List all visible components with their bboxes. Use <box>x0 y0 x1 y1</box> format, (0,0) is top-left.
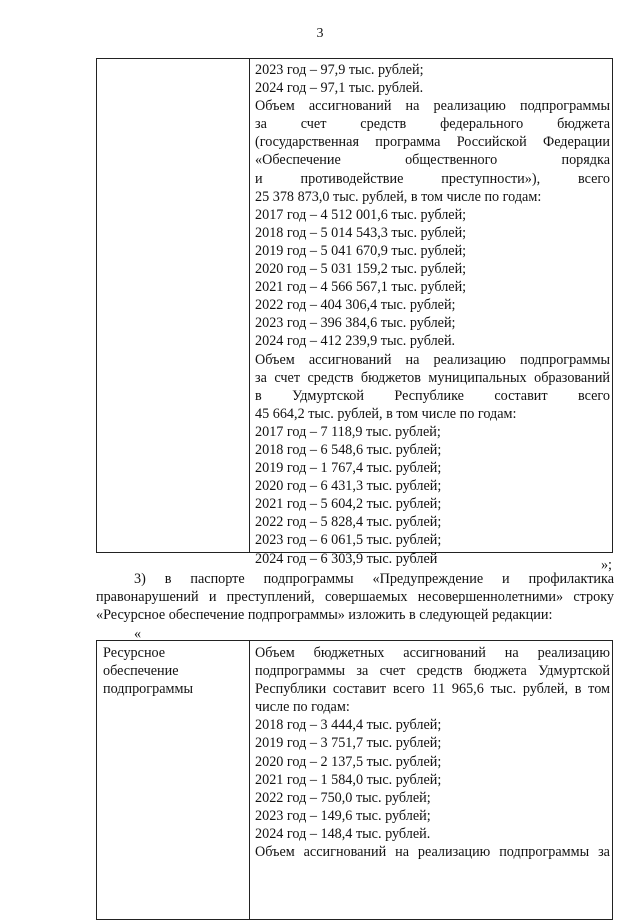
column-divider <box>249 641 250 919</box>
text-line: 2019 год – 3 751,7 тыс. рублей; <box>255 735 442 752</box>
text-line: подпрограммы <box>103 681 193 698</box>
text-line: 2019 год – 1 767,4 тыс. рублей; <box>255 460 442 477</box>
text-line: Объем ассигнований на реализацию подпрограммы за <box>255 844 610 861</box>
text-line: 2022 год – 750,0 тыс. рублей; <box>255 789 431 806</box>
text-line: 2020 год – 6 431,3 тыс. рублей; <box>255 478 442 495</box>
text-line: и противодействие преступности»), всего <box>255 170 610 187</box>
closing-quote: »; <box>600 557 612 573</box>
resources-text-cell <box>255 61 610 568</box>
text-line: числе по годам: <box>255 699 350 716</box>
text-line: 2021 год – 4 566 567,1 тыс. рублей; <box>255 279 467 296</box>
text-line: «Обеспечение общественного порядка <box>255 152 610 169</box>
text-line: 2022 год – 404 306,4 тыс. рублей; <box>255 297 456 314</box>
text-line: 2023 год – 97,9 тыс. рублей; <box>255 62 424 78</box>
text-line: 25 378 873,0 тыс. рублей, в том числе по годам: <box>255 188 542 205</box>
text-line: 2024 год – 148,4 тыс. рублей. <box>255 825 431 842</box>
text-line: 2021 год – 1 584,0 тыс. рублей; <box>255 771 442 788</box>
table-resources-continued <box>96 58 613 567</box>
text-line: за счет средств бюджетов муниципальных образований <box>255 369 610 386</box>
text-line: «Ресурсное обеспечение подпрограммы» изложить в следующей редакции: <box>96 607 553 624</box>
text-line: за счет средств федерального бюджета <box>255 116 610 133</box>
text-line: обеспечение <box>103 663 179 680</box>
text-line: 2021 год – 5 604,2 тыс. рублей; <box>255 496 442 513</box>
text-line: 2019 год – 5 041 670,9 тыс. рублей; <box>255 242 467 259</box>
text-line: правонарушений и преступлений, совершаемых несовершеннолетними» строку <box>96 589 614 606</box>
text-line: Ресурсное <box>103 645 166 661</box>
column-divider <box>249 59 250 552</box>
text-line: 2024 год – 412 239,9 тыс. рублей. <box>255 333 456 350</box>
row-label-cell <box>103 644 243 698</box>
text-line: (государственная программа Российской Федерации <box>255 134 610 151</box>
page-number: 3 <box>316 26 324 41</box>
text-line: 2023 год – 6 061,5 тыс. рублей; <box>255 532 442 549</box>
table-resources-new <box>96 640 613 920</box>
text-line: 2017 год – 4 512 001,6 тыс. рублей; <box>255 206 467 223</box>
text-line: подпрограммы за счет средств бюджета Удмуртской <box>255 663 610 680</box>
text-line: 2018 год – 3 444,4 тыс. рублей; <box>255 717 442 734</box>
text-line: 2024 год – 97,1 тыс. рублей. <box>255 80 424 97</box>
text-line: Республики составит всего 11 965,6 тыс. рублей, в том <box>255 681 610 698</box>
opening-quote: « <box>134 626 142 642</box>
text-line: 2017 год – 7 118,9 тыс. рублей; <box>255 423 441 440</box>
text-line: Объем ассигнований на реализацию подпрограммы <box>255 351 610 368</box>
text-line: 2018 год – 5 014 543,3 тыс. рублей; <box>255 224 467 241</box>
text-line: 2018 год – 6 548,6 тыс. рублей; <box>255 441 442 458</box>
amendment-paragraph <box>96 570 614 625</box>
text-line: в Удмуртской Республике составит всего <box>255 387 610 404</box>
text-line: 2023 год – 149,6 тыс. рублей; <box>255 807 431 824</box>
resources-text-cell <box>255 644 610 861</box>
text-line: 45 664,2 тыс. рублей, в том числе по годам: <box>255 405 517 422</box>
text-line: 2020 год – 2 137,5 тыс. рублей; <box>255 753 442 770</box>
text-line: 2022 год – 5 828,4 тыс. рублей; <box>255 514 442 531</box>
text-line: Объем ассигнований на реализацию подпрограммы <box>255 98 610 115</box>
text-line: 2020 год – 5 031 159,2 тыс. рублей; <box>255 261 467 278</box>
text-line: Объем бюджетных ассигнований на реализацию <box>255 645 610 661</box>
text-line: 2023 год – 396 384,6 тыс. рублей; <box>255 315 456 332</box>
text-line: 2024 год – 6 303,9 тыс. рублей <box>255 550 438 567</box>
text-line: 3) в паспорте подпрограммы «Предупреждение и профилактика <box>134 571 614 587</box>
